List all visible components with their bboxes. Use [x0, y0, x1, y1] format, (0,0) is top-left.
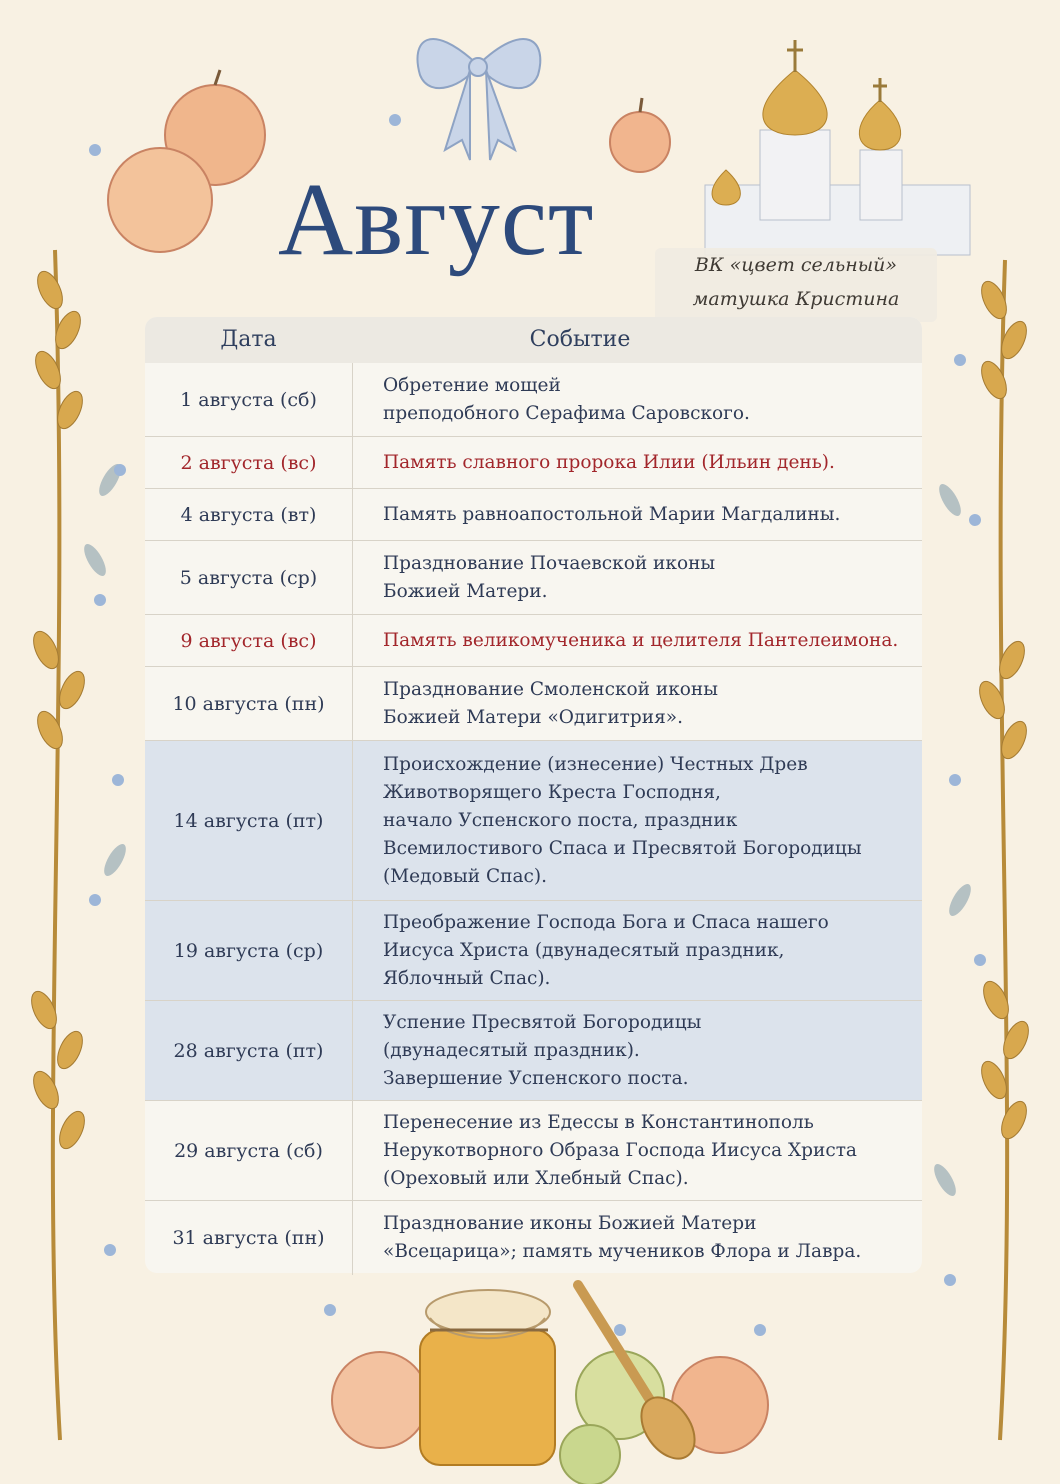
date-cell: 1 августа (сб) [180, 389, 317, 411]
date-cell: 2 августа (вс) [180, 452, 317, 474]
table-row [145, 901, 922, 1001]
event-line: Божией Матери «Одигитрия». [383, 707, 683, 728]
column-divider [352, 1001, 353, 1101]
event-line: Празднование Почаевской иконы [383, 553, 716, 574]
event-line: Происхождение (изнесение) Честных Древ [383, 754, 808, 775]
table-row [145, 1201, 922, 1275]
table-row [145, 1101, 922, 1201]
event-line: Всемилостивого Спаса и Пресвятой Богородицы [383, 838, 862, 859]
event-line: Успение Пресвятой Богородицы [383, 1012, 702, 1033]
event-line: Память славного пророка Илии (Ильин день). [383, 452, 835, 473]
table-row [145, 667, 922, 741]
event-line: Празднование иконы Божией Матери [383, 1213, 757, 1234]
event-cell [383, 1201, 910, 1275]
event-line: преподобного Серафима Саровского. [383, 403, 750, 424]
date-cell: 4 августа (вт) [180, 504, 317, 526]
column-divider [352, 667, 353, 741]
badge-line-vk: ВК «цвет сельный» [694, 254, 898, 276]
event-cell [383, 437, 910, 489]
event-line: (Ореховый или Хлебный Спас). [383, 1168, 689, 1189]
honey-jar-icon [420, 1290, 555, 1465]
table-row [145, 615, 922, 667]
column-divider [352, 1201, 353, 1275]
table-row [145, 437, 922, 489]
author-badge [655, 248, 937, 322]
column-divider [352, 901, 353, 1001]
wheat-icon [974, 260, 1033, 1440]
event-cell [383, 741, 910, 901]
event-line: Преображение Господа Бога и Спаса нашего [383, 912, 829, 933]
table-row [145, 363, 922, 437]
event-line: Память великомученика и целителя Пантелеимона. [383, 630, 899, 651]
table-row [145, 541, 922, 615]
event-cell [383, 667, 910, 741]
badge-line-author: матушка Кристина [692, 288, 900, 310]
column-divider [352, 741, 353, 901]
column-divider [352, 437, 353, 489]
table-row [145, 489, 922, 541]
column-divider [352, 541, 353, 615]
event-line: Перенесение из Едессы в Константинополь [383, 1112, 814, 1133]
date-cell: 9 августа (вс) [180, 630, 317, 652]
event-line: Обретение мощей [383, 375, 561, 396]
column-header-event: Событие [529, 327, 631, 352]
event-line: Яблочный Спас). [383, 968, 551, 989]
event-cell [383, 489, 910, 541]
column-divider [352, 1101, 353, 1201]
event-line: Празднование Смоленской иконы [383, 679, 718, 700]
event-line: Иисуса Христа (двунадесятый праздник, [383, 940, 785, 961]
date-cell: 31 августа (пн) [172, 1227, 325, 1249]
date-cell: 28 августа (пт) [173, 1040, 324, 1062]
event-line: Животворящего Креста Господня, [383, 782, 721, 803]
event-cell [383, 615, 910, 667]
column-divider [352, 363, 353, 437]
table-row [145, 741, 922, 901]
event-cell [383, 363, 910, 437]
event-line: «Всецарица»; память мучеников Флора и Лавра. [383, 1241, 862, 1262]
event-cell [383, 901, 910, 1001]
date-cell: 14 августа (пт) [173, 810, 324, 832]
date-cell: 29 августа (сб) [174, 1140, 323, 1162]
event-cell [383, 1001, 910, 1101]
event-line: Завершение Успенского поста. [383, 1068, 689, 1089]
date-cell: 19 августа (ср) [173, 940, 324, 962]
event-line: Божией Матери. [383, 581, 548, 602]
column-header-date: Дата [220, 327, 277, 352]
event-line: начало Успенского поста, праздник [383, 810, 738, 831]
ribbon-bow-icon [417, 39, 540, 160]
table-row [145, 1001, 922, 1101]
event-line: (двунадесятый праздник). [383, 1040, 640, 1061]
church-icon [705, 40, 970, 255]
event-line: (Медовый Спас). [383, 866, 547, 887]
column-divider [352, 615, 353, 667]
wheat-icon [26, 250, 89, 1440]
event-line: Нерукотворного Образа Господа Иисуса Христа [383, 1140, 857, 1161]
event-cell [383, 1101, 910, 1201]
event-cell [383, 541, 910, 615]
event-line: Память равноапостольной Марии Магдалины. [383, 504, 841, 525]
column-divider [352, 489, 353, 541]
date-cell: 5 августа (ср) [179, 567, 318, 589]
date-cell: 10 августа (пн) [172, 693, 325, 715]
page-title: Август [278, 162, 595, 277]
events-table [145, 317, 922, 1273]
